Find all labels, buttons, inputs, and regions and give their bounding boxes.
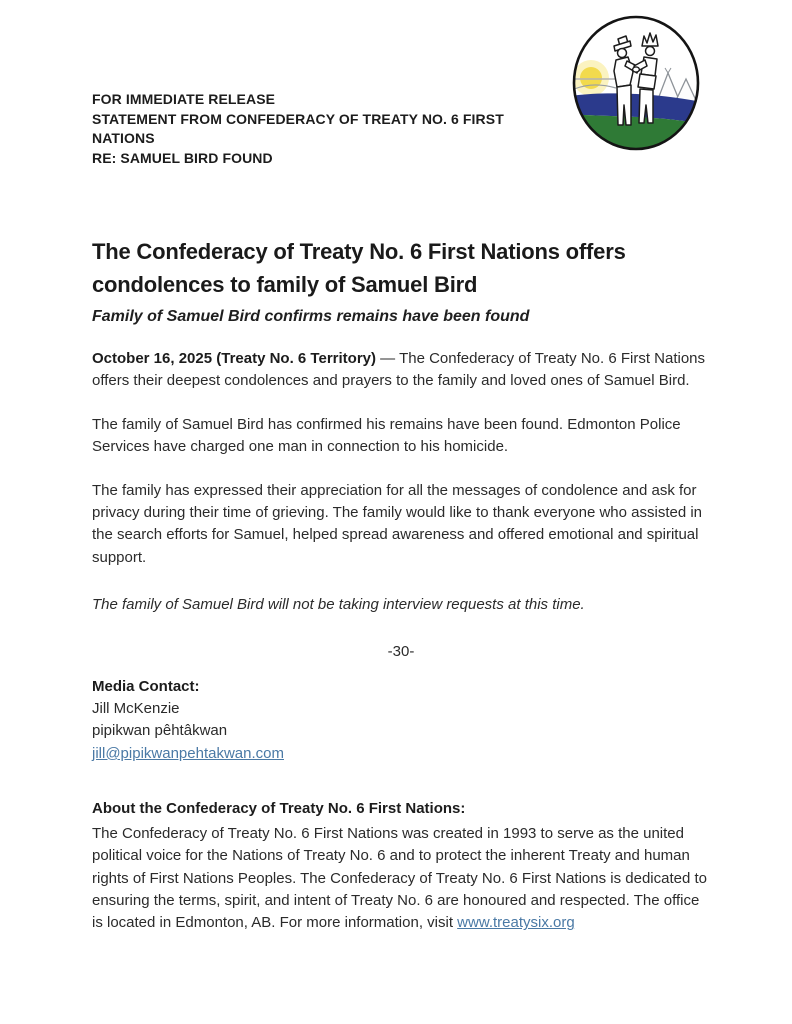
- dateline-text: — The Confederacy of Treaty No. 6 First Nations offers their deepest condolences and prayers to the family and loved ones of Samuel Bird.: [92, 350, 706, 390]
- release-header-line-3: RE: SAMUEL BIRD FOUND: [92, 149, 273, 166]
- media-contact-name: Jill McKenzie: [92, 700, 180, 718]
- release-header: [92, 90, 562, 168]
- media-contact-block: [92, 676, 710, 766]
- subheadline: Family of Samuel Bird confirms remains have been found: [92, 308, 530, 325]
- release-header-line-2: STATEMENT FROM CONFEDERACY OF TREATY NO. 6 FIRST NATIONS: [92, 110, 504, 146]
- paragraph-dateline: [92, 348, 710, 393]
- media-contact-email-row: [92, 743, 710, 765]
- media-contact-organization: pipikwan pêhtâkwan: [92, 722, 228, 740]
- treaty-six-seal-logo: [570, 12, 702, 154]
- paragraph-remains-found: The family of Samuel Bird has confirmed his remains have been found. Edmonton Police Services have charged one man in connection to his homicide.: [92, 415, 681, 456]
- media-contact-heading: Media Contact:: [92, 677, 200, 695]
- about-heading: About the Confederacy of Treaty No. 6 First Nations:: [92, 800, 466, 818]
- treaty-six-website-link[interactable]: www.treatysix.org: [457, 914, 575, 932]
- press-release-body: [92, 235, 710, 935]
- headline: The Confederacy of Treaty No. 6 First Nations offers condolences to family of Samuel Bird: [92, 239, 626, 297]
- about-paragraph: [92, 823, 710, 935]
- media-contact-email-link[interactable]: jill@pipikwanpehtakwan.com: [92, 744, 284, 762]
- about-section: [92, 798, 710, 934]
- dateline-bold: October 16, 2025 (Treaty No. 6 Territory): [92, 350, 376, 367]
- end-mark: -30-: [387, 642, 415, 660]
- treaty-six-seal-icon: [570, 12, 702, 154]
- paragraph-no-interviews: The family of Samuel Bird will not be taking interview requests at this time.: [92, 596, 585, 614]
- about-text: The Confederacy of Treaty No. 6 First Nations was created in 1993 to serve as the united political voice for the Nations of Treaty No. 6 and to protect the inherent Treaty and human rights of First Nations Peoples. The Confederacy of Treaty No. 6 First Nations is dedicated to ensuring the terms, spirit, and intent of Treaty No. 6 are honoured and respected. The office is located in Edmonton, AB. For more information, visit: [92, 824, 708, 932]
- paragraph-appreciation: The family has expressed their appreciation for all the messages of condolence and ask for privacy during their time of grieving. The family would like to thank everyone who assisted in the search efforts for Samuel, helped spread awareness and offered emotional and spiritual support.: [92, 481, 703, 566]
- release-header-line-1: FOR IMMEDIATE RELEASE: [92, 91, 276, 107]
